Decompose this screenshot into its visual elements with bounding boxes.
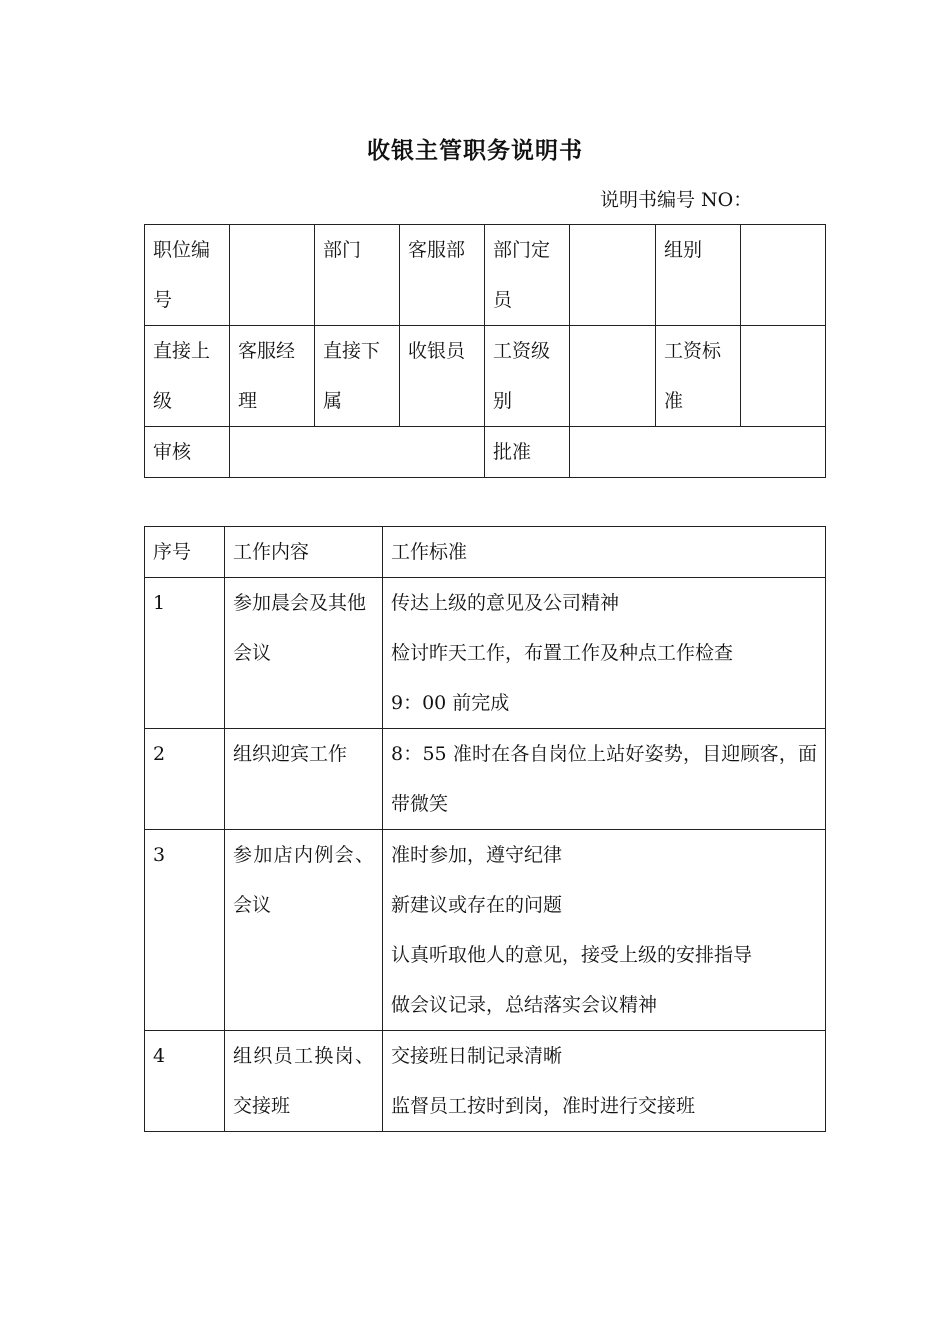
group-value bbox=[741, 225, 826, 326]
row-number: 3 bbox=[145, 830, 225, 1031]
work-standard bbox=[383, 1031, 826, 1132]
subordinate-label: 直接下属 bbox=[315, 326, 400, 427]
position-no-value bbox=[230, 225, 315, 326]
standard-line: 传达上级的意见及公司精神 bbox=[391, 592, 620, 614]
work-content: 参加晨会及其他会议 bbox=[225, 578, 383, 729]
salary-grade-label: 工资级别 bbox=[485, 326, 570, 427]
standard-line: 9：00 前完成 bbox=[391, 692, 510, 714]
row-number: 4 bbox=[145, 1031, 225, 1132]
row-number: 2 bbox=[145, 729, 225, 830]
header-standard: 工作标准 bbox=[383, 527, 826, 578]
work-standard bbox=[383, 729, 826, 830]
standard-line: 新建议或存在的问题 bbox=[391, 894, 563, 916]
superior-value: 客服经理 bbox=[230, 326, 315, 427]
salary-grade-value bbox=[570, 326, 656, 427]
duties-table bbox=[144, 526, 826, 1132]
subordinate-value: 收银员 bbox=[400, 326, 485, 427]
headcount-label: 部门定员 bbox=[485, 225, 570, 326]
work-content: 组织员工换岗、交接班 bbox=[225, 1031, 383, 1132]
group-label: 组别 bbox=[656, 225, 741, 326]
work-standard bbox=[383, 830, 826, 1031]
salary-standard-label: 工资标准 bbox=[656, 326, 741, 427]
table-row bbox=[145, 830, 826, 1031]
standard-line: 做会议记录，总结落实会议精神 bbox=[391, 994, 658, 1016]
standard-line: 认真听取他人的意见，接受上级的安排指导 bbox=[391, 944, 753, 966]
department-label: 部门 bbox=[315, 225, 400, 326]
work-content: 组织迎宾工作 bbox=[225, 729, 383, 830]
review-label: 审核 bbox=[145, 427, 230, 478]
standard-line: 检讨昨天工作，布置工作及种点工作检查 bbox=[391, 642, 734, 664]
header-content: 工作内容 bbox=[225, 527, 383, 578]
standard-line: 监督员工按时到岗，准时进行交接班 bbox=[391, 1095, 696, 1117]
document-number-label: 说明书编号 NO： bbox=[600, 189, 753, 211]
approve-label: 批准 bbox=[485, 427, 570, 478]
work-content: 参加店内例会、会议 bbox=[225, 830, 383, 1031]
work-standard bbox=[383, 578, 826, 729]
standard-line: 交接班日制记录清晰 bbox=[391, 1045, 563, 1067]
row-number: 1 bbox=[145, 578, 225, 729]
position-info-table bbox=[144, 224, 826, 478]
header-no: 序号 bbox=[145, 527, 225, 578]
position-no-label: 职位编号 bbox=[145, 225, 230, 326]
superior-label: 直接上级 bbox=[145, 326, 230, 427]
standard-line: 8：55 准时在各自岗位上站好姿势，目迎顾客，面带微笑 bbox=[391, 743, 817, 815]
table-row bbox=[145, 729, 826, 830]
headcount-value bbox=[570, 225, 656, 326]
standard-line: 准时参加，遵守纪律 bbox=[391, 844, 563, 866]
table-header-row bbox=[145, 527, 826, 578]
table-row bbox=[145, 1031, 826, 1132]
approve-value bbox=[570, 427, 826, 478]
department-value: 客服部 bbox=[400, 225, 485, 326]
document-title: 收银主管职务说明书 bbox=[367, 137, 583, 164]
review-value bbox=[230, 427, 485, 478]
salary-standard-value bbox=[741, 326, 826, 427]
table-row bbox=[145, 578, 826, 729]
